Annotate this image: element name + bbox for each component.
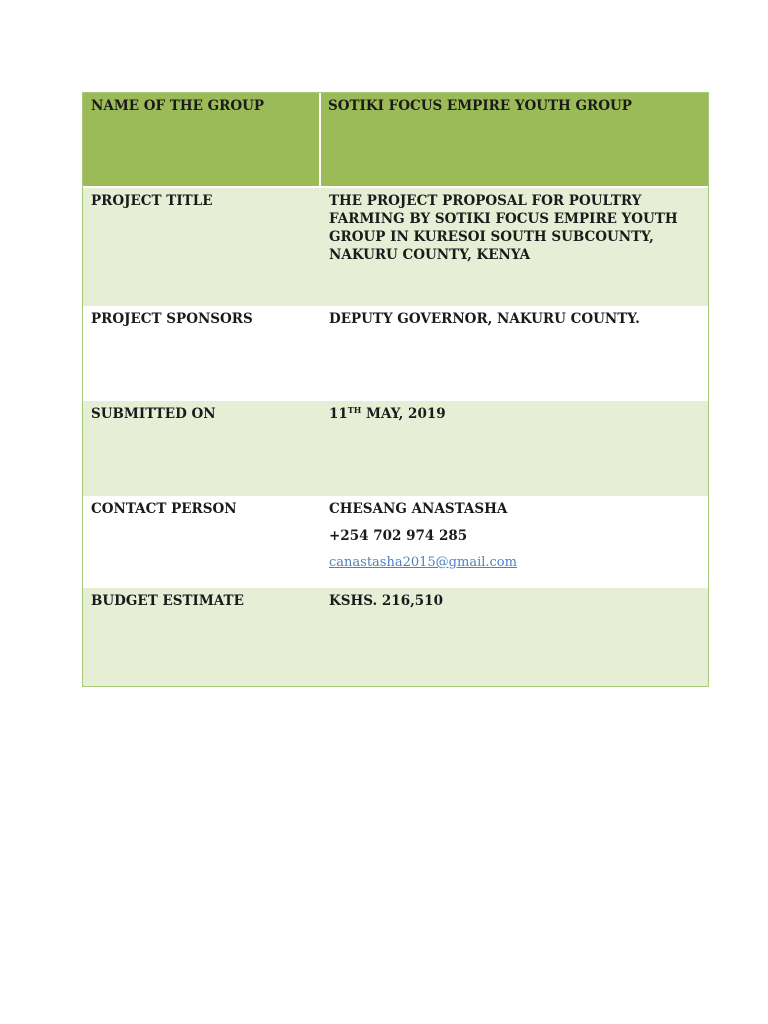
row-project-title xyxy=(83,188,708,306)
submitted-day-suffix: TH xyxy=(347,405,362,415)
row-project-sponsors xyxy=(83,306,708,401)
value-project-sponsors: DEPUTY GOVERNOR, NAKURU COUNTY. xyxy=(329,311,640,327)
value-budget-estimate: KSHS. 216,510 xyxy=(329,593,443,609)
label-project-sponsors: PROJECT SPONSORS xyxy=(91,311,253,327)
contact-phone: +254 702 974 285 xyxy=(329,528,468,544)
value-submitted-on xyxy=(321,401,708,496)
label-group-name: NAME OF THE GROUP xyxy=(83,93,321,186)
contact-email-link[interactable]: canastasha2015@gmail.com xyxy=(329,555,517,570)
label-project-title: PROJECT TITLE xyxy=(91,193,213,209)
row-submitted-on xyxy=(83,401,708,496)
label-contact-person: CONTACT PERSON xyxy=(91,501,237,517)
cover-info-table xyxy=(82,92,709,687)
value-group-name: SOTIKI FOCUS EMPIRE YOUTH GROUP xyxy=(328,98,632,114)
value-project-title: THE PROJECT PROPOSAL FOR POULTRY FARMING BY SOTIKI FOCUS EMPIRE YOUTH GROUP IN KURESOI SOUTH SUBCOUNTY, NAKURU COUNTY, KENYA xyxy=(329,193,678,263)
submitted-month-year: MAY, 2019 xyxy=(361,406,446,422)
value-contact-person xyxy=(321,496,708,588)
label-submitted-on: SUBMITTED ON xyxy=(91,406,216,422)
label-budget-estimate: BUDGET ESTIMATE xyxy=(91,593,244,609)
row-contact-person xyxy=(83,496,708,588)
row-group-name xyxy=(83,93,708,188)
row-budget-estimate xyxy=(83,588,708,686)
contact-name: CHESANG ANASTASHA xyxy=(329,501,508,517)
submitted-day: 11 xyxy=(329,406,348,422)
